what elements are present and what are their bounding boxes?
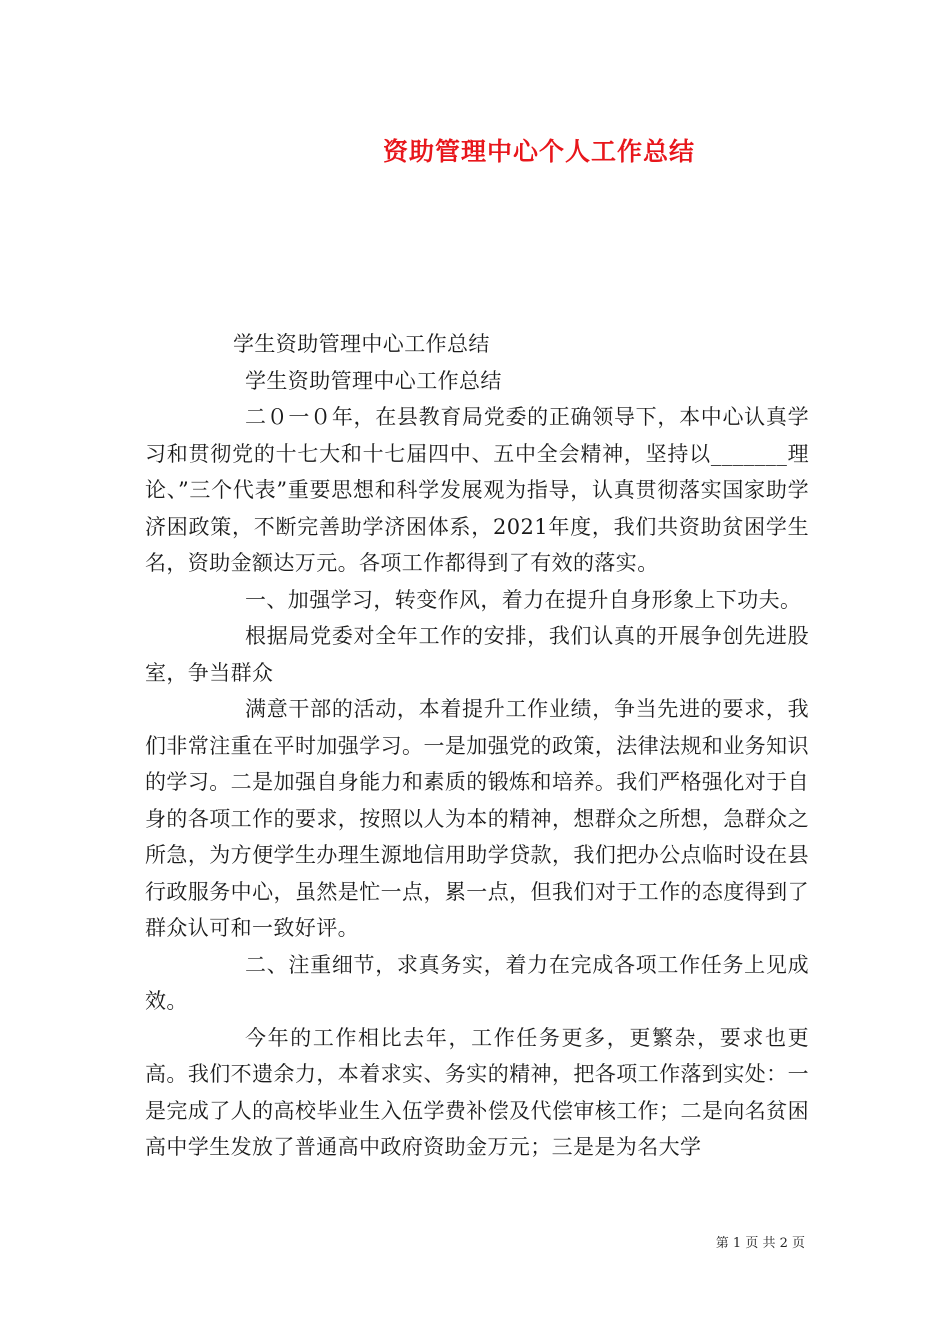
paragraph-1a: 根据局党委对全年工作的安排，我们认真的开展争创先进股室，争当群众	[145, 624, 809, 685]
section-heading-2: 二、注重细节，求真务实，着力在完成各项工作任务上见成效。	[145, 952, 809, 1013]
subtitle-1: 学生资助管理中心工作总结	[233, 332, 490, 356]
paragraph-1b: 满意干部的活动，本着提升工作业绩，争当先进的要求，我们非常注重在平时加强学习。一是加强党的政策，法律法规和业务知识的学习。二是加强自身能力和素质的锻炼和培养。我们严格强化对于自身的各项工作的要求，按照以人为本的精神，想群众之所想，急群众之所急，为方便学生办理生源地信用助学贷款，我们把办公点临时设在县行政服务中心，虽然是忙一点，累一点，但我们对于工作的态度得到了群众认可和一致好评。	[145, 697, 809, 940]
document-body	[145, 326, 809, 1166]
section-heading-1: 一、加强学习，转变作风，着力在提升自身形象上下功夫。	[245, 587, 802, 612]
document-title: 资助管理中心个人工作总结	[382, 137, 695, 166]
paragraph-2a: 今年的工作相比去年，工作任务更多，更繁杂，要求也更高。我们不遗余力，本着求实、务实的精神，把各项工作落到实处：一是完成了人的高校毕业生入伍学费补偿及代偿审核工作；二是向名贫困高中学生发放了普通高中政府资助金万元；三是是为名大学	[145, 1025, 809, 1159]
subtitle-2: 学生资助管理中心工作总结	[245, 368, 502, 393]
page-footer: 第 1 页 共 2 页	[715, 1236, 805, 1251]
paragraph-intro: 二０一０年，在县教育局党委的正确领导下，本中心认真学习和贯彻党的十七大和十七届四中、五中全会精神，坚持以_______理论、”三个代表”重要思想和科学发展观为指导，认真贯彻落实国家助学济困政策，不断完善助学济困体系，2021年度，我们共资助贫困学生名，资助金额达万元。各项工作都得到了有效的落实。	[145, 405, 809, 575]
